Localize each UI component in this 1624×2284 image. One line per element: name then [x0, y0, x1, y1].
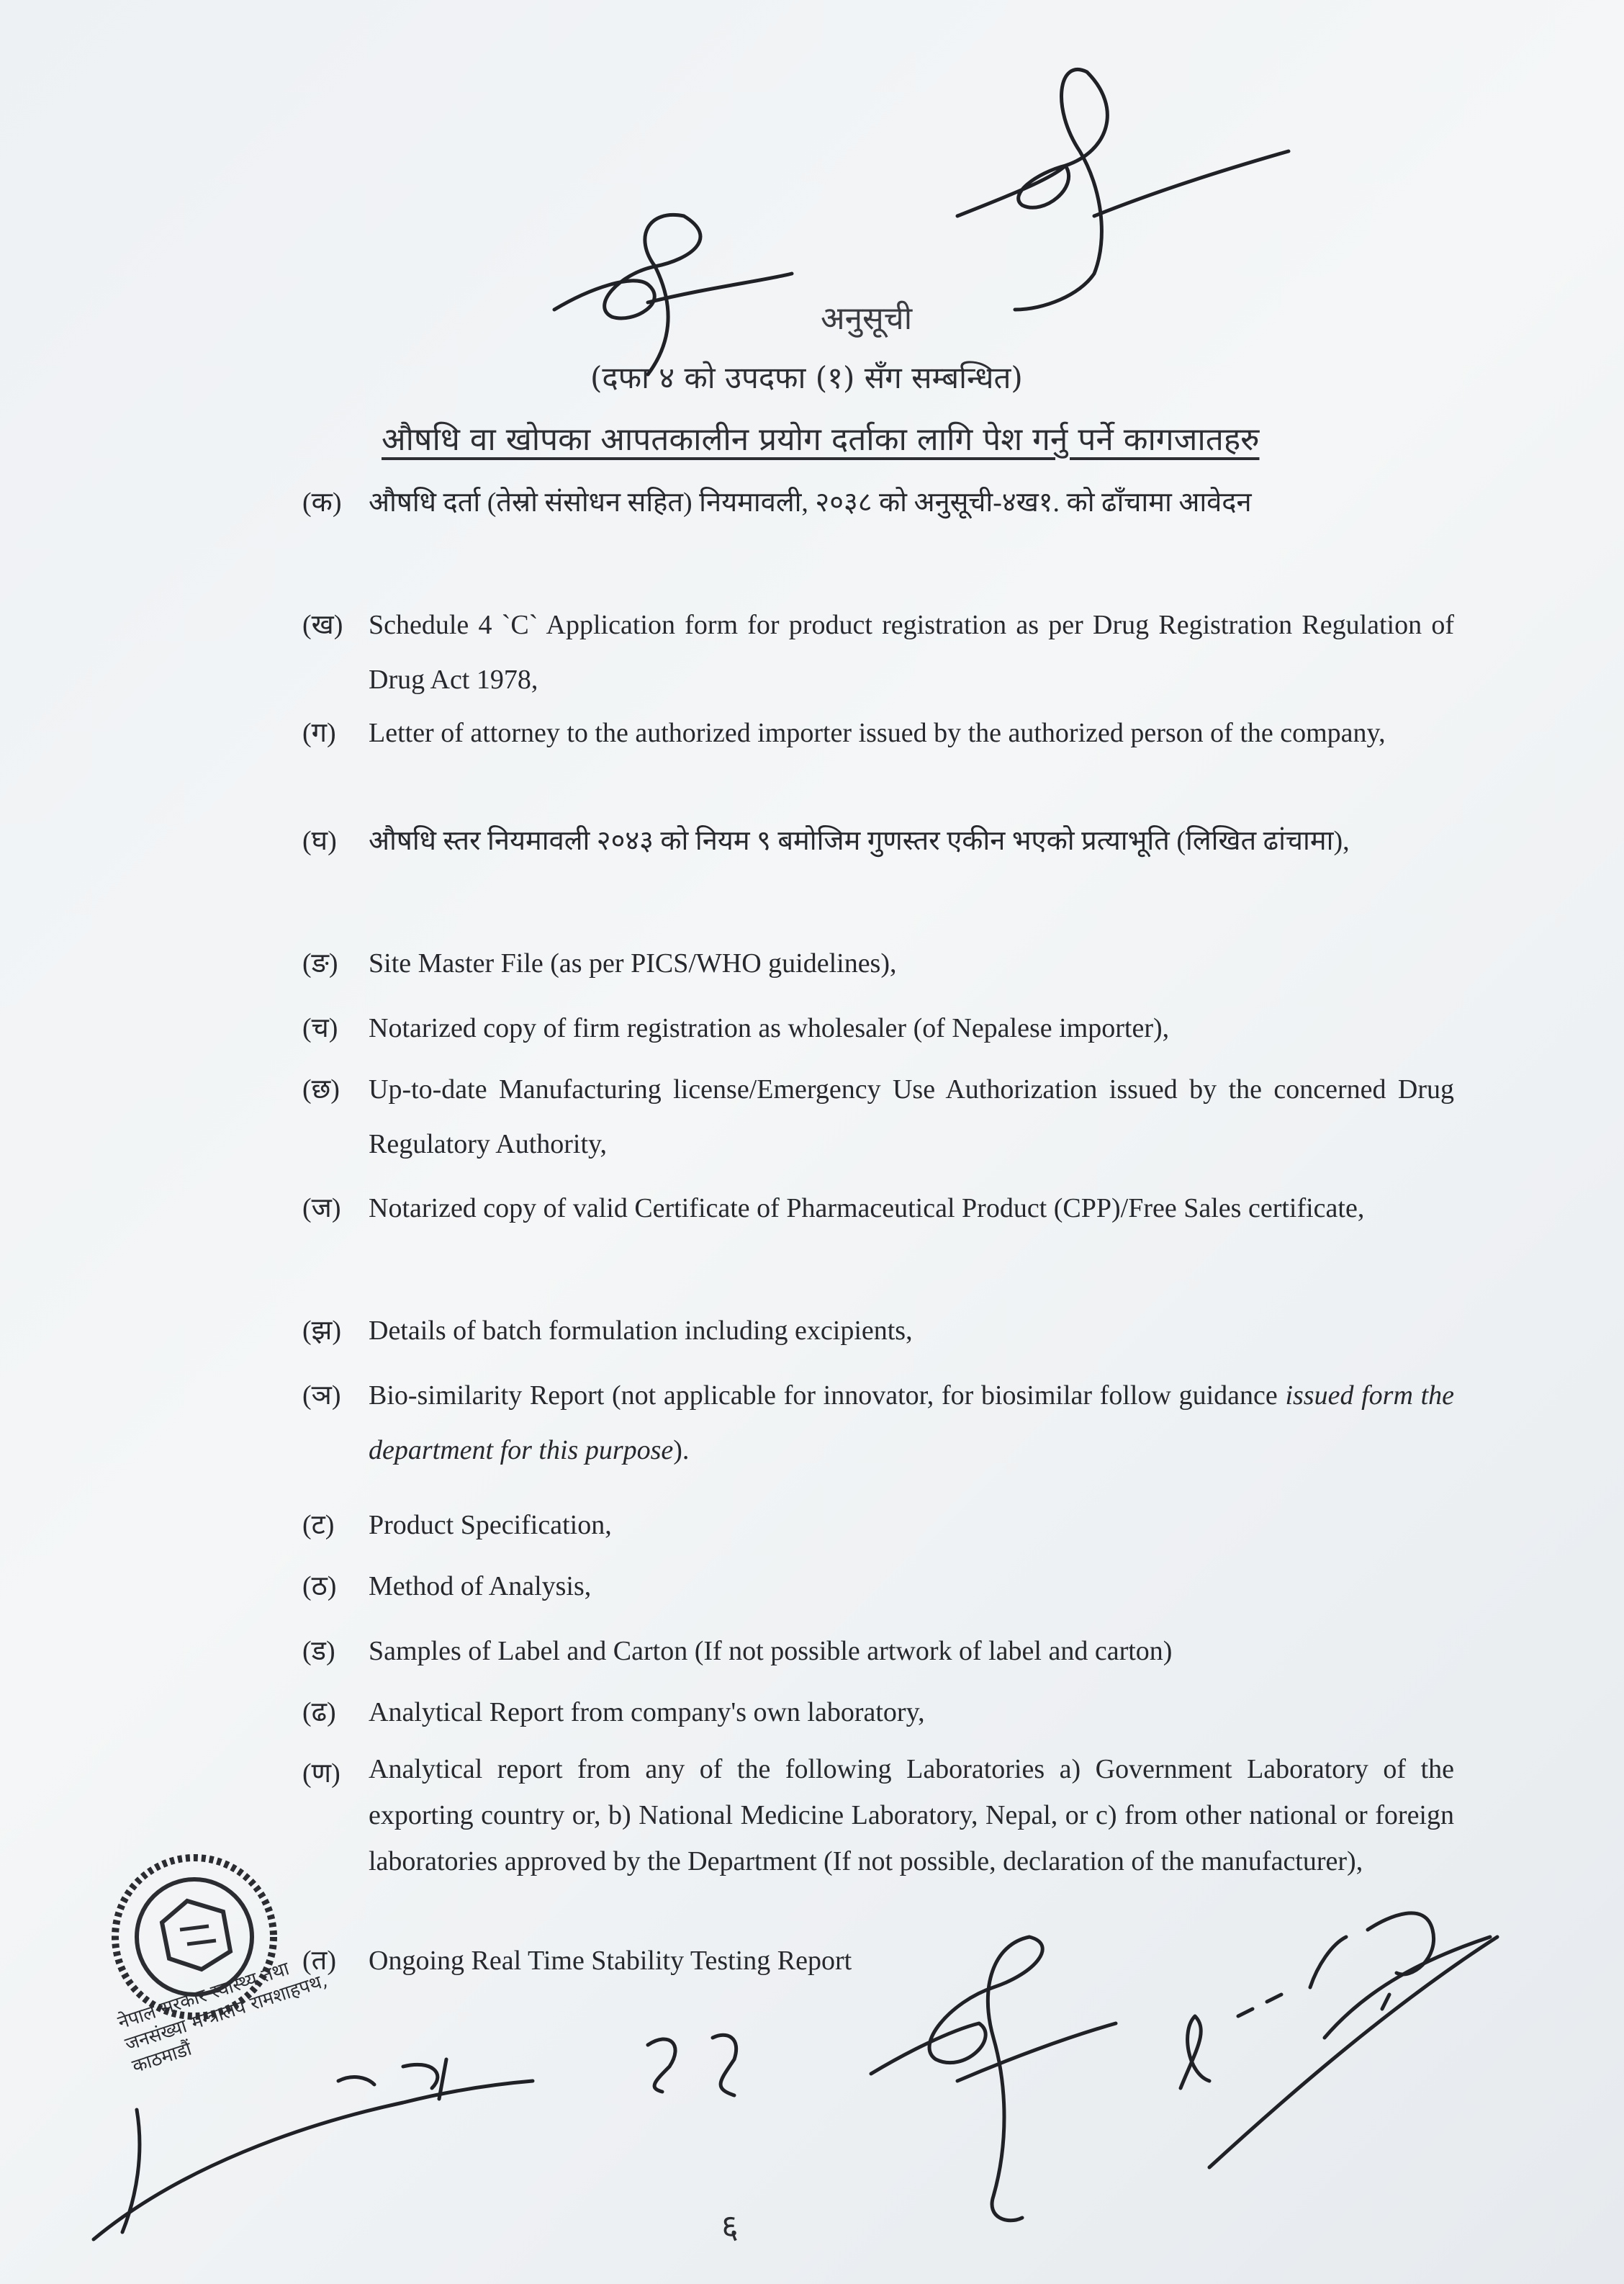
item-text: Ongoing Real Time Stability Testing Report: [369, 1946, 852, 1976]
item-letter: (ग): [302, 718, 336, 748]
seal-text: नेपाल सरकार स्वास्थ्य तथा जनसंख्या मन्त्रालय रामशाहपथ, काठमाडौं: [115, 1958, 330, 2078]
item-text: Details of batch formulation including excipients,: [369, 1316, 913, 1346]
item-letter: (ड): [302, 1636, 335, 1666]
schedule-reference: (दफा ४ को उपदफा (१) सँग सम्बन्धित): [590, 360, 1023, 395]
item-letter: (त): [302, 1946, 336, 1976]
list-item: [302, 1498, 1454, 1552]
item-text: Analytical report from any of the following Laboratories a) Government Laboratory of the exporting country or, b) National Medicine Laboratory, Nepal, or c) from other national or foreign laboratories approved by the Department (If not possible, declaration of the manufacturer),: [369, 1754, 1454, 1876]
item-letter: (ण): [302, 1758, 340, 1789]
item-text-italic: issued form the department for this purpose: [369, 1380, 1455, 1465]
list-item: [302, 1062, 1454, 1172]
item-text-main: Bio-similarity Report (not applicable for innovator, for biosimilar follow guidance: [369, 1380, 1278, 1411]
item-text: औषधि स्तर नियमावली २०४३ को नियम ९ बमोजिम गुणस्तर एकीन भएको प्रत्याभूति (लिखित ढांचामा),: [369, 826, 1350, 856]
item-text: Samples of Label and Carton (If not possible artwork of label and carton): [369, 1636, 1173, 1666]
item-letter: (ट): [302, 1510, 335, 1540]
item-letter: (च): [302, 1013, 338, 1043]
list-item: [302, 706, 1454, 760]
list-item: [302, 1559, 1454, 1614]
schedule-title: अनुसूची: [821, 300, 913, 337]
item-letter: (ज): [302, 1193, 341, 1223]
signature-top-right: [957, 70, 1289, 310]
list-item: [302, 1001, 1454, 1056]
item-letter: (ठ): [302, 1571, 337, 1601]
item-text: Notarized copy of firm registration as wholesaler (of Nepalese importer),: [369, 1013, 1170, 1043]
item-letter: (ङ): [302, 948, 338, 979]
item-text: Letter of attorney to the authorized importer issued by the authorized person of the company,: [369, 718, 1386, 748]
list-item: [302, 1685, 1454, 1740]
item-text: Product Specification,: [369, 1510, 612, 1540]
list-item: [302, 1933, 1454, 1988]
item-text: [369, 1368, 1454, 1478]
item-letter: (छ): [302, 1074, 340, 1105]
list-item: [302, 475, 1454, 530]
list-item: [302, 936, 1454, 991]
list-item: [302, 1746, 1454, 1884]
list-item: [302, 814, 1454, 868]
item-text: Analytical Report from company's own laboratory,: [369, 1697, 925, 1727]
item-letter: (झ): [302, 1316, 342, 1346]
signature-top-left: [554, 215, 792, 374]
page-number: ६: [721, 2207, 739, 2246]
item-text: औषधि दर्ता (तेस्रो संसोधन सहित) नियमावली, २०३८ को अनुसूची-४ख१. को ढाँचामा आवेदन: [369, 487, 1252, 518]
list-item: [302, 1368, 1454, 1478]
item-text: Method of Analysis,: [369, 1571, 592, 1601]
item-letter: (ञ): [302, 1380, 341, 1411]
item-text-suffix: ).: [673, 1435, 690, 1465]
item-text: Notarized copy of valid Certificate of Pharmaceutical Product (CPP)/Free Sales certificate,: [369, 1193, 1365, 1223]
item-letter: (क): [302, 487, 342, 518]
signature-bottom-1: [648, 2035, 736, 2095]
item-letter: (ख): [302, 610, 343, 640]
item-letter: (घ): [302, 826, 337, 856]
item-letter: (ढ): [302, 1697, 336, 1727]
list-item: [302, 1303, 1454, 1358]
list-item: [302, 1181, 1454, 1236]
list-item: [302, 1624, 1454, 1678]
item-text: Up-to-date Manufacturing license/Emergency Use Authorization issued by the concerned Drug Regulatory Authority,: [369, 1074, 1454, 1159]
document-heading: औषधि वा खोपका आपतकालीन प्रयोग दर्ताका लागि पेश गर्नु पर्ने कागजातहरु: [382, 421, 1260, 458]
item-text: Schedule 4 `C` Application form for product registration as per Drug Registration Regulation of Drug Act 1978,: [369, 610, 1454, 695]
item-text: Site Master File (as per PICS/WHO guidelines),: [369, 948, 897, 979]
list-item: [302, 598, 1454, 707]
